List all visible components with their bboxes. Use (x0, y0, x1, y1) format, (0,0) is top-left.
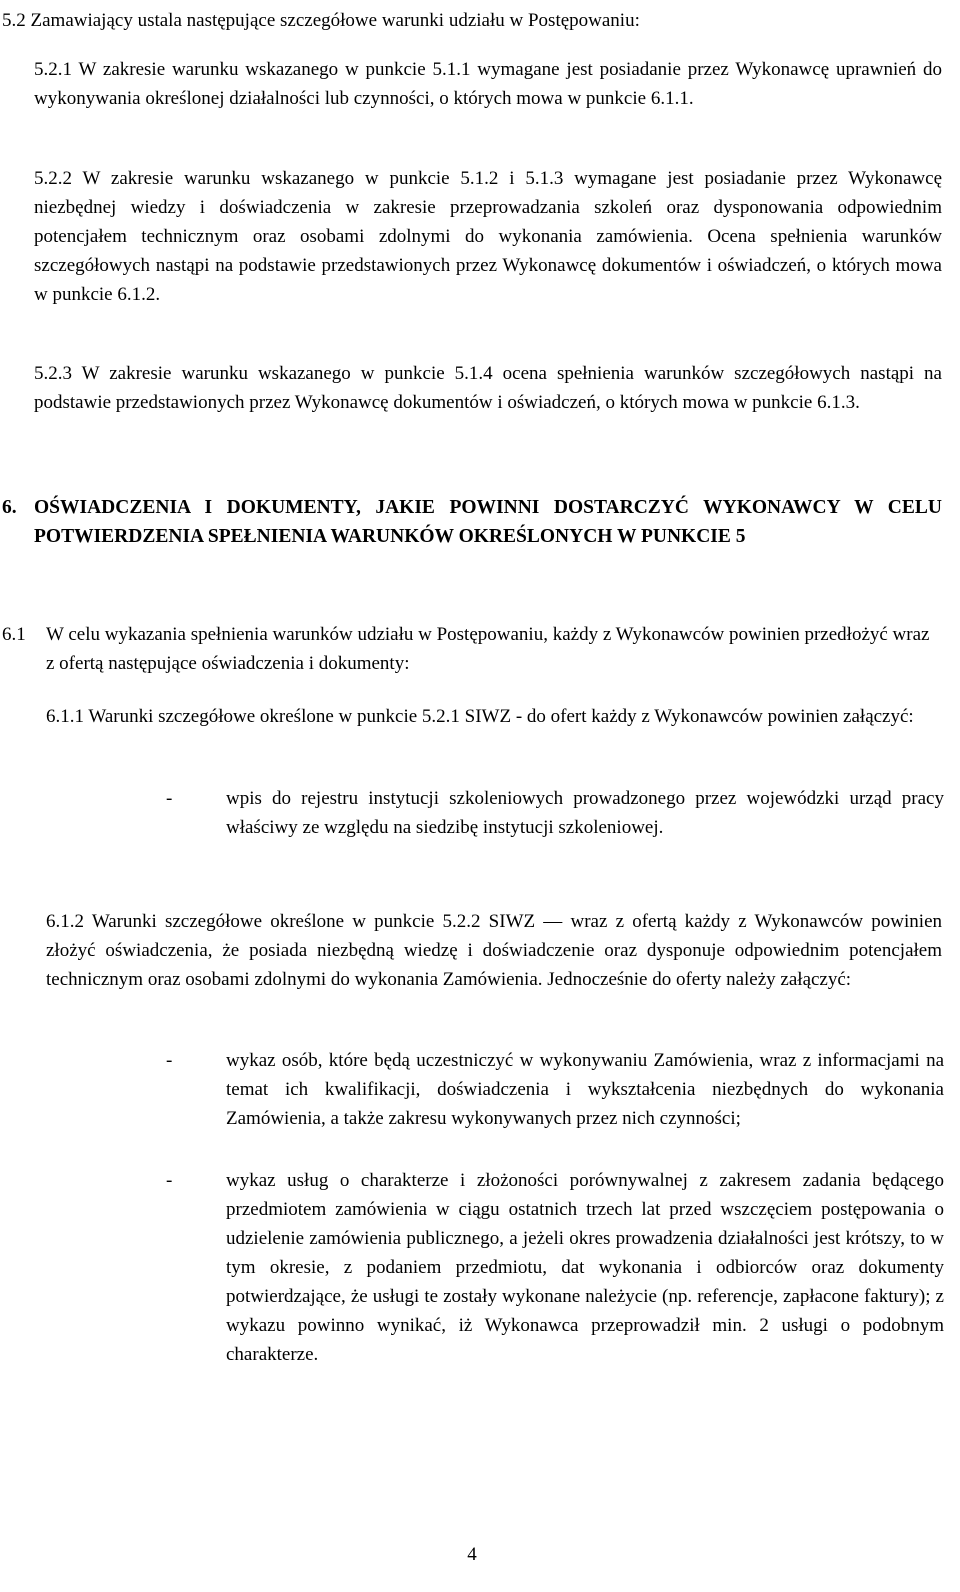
paragraph-6-1-2: 6.1.2 Warunki szczegółowe określone w punkcie 5.2.2 SIWZ — wraz z ofertą każdy z Wykonawców powinien złożyć oświadczenia, że posiada niezbędną wiedzę i doświadczenie oraz dysponuje odpowiednim potencjałem technicznym oraz osobami zdolnymi do wykonania Zamówienia. Jednocześnie do oferty należy załączyć: (46, 911, 942, 990)
list-item-text: wykaz usług o charakterze i złożoności porównywalnej z zakresem zadania będącego przedmiotem zamówienia w ciągu ostatnich trzech lat przed wszczęciem postępowania o udzielenie zamówienia publicznego, a jeżeli okres prowadzenia działalności jest krótszy, to w tym okresie, z podaniem przedmiotu, dat wykonania i odbiorców oraz dokumenty potwierdzające, że usługi te zostały wykonane należycie (np. referencje, zapłacone faktury); z wykazu powinno wynikać, iż Wykonawca przeprowadził min. 2 usługi o podobnym charakterze. (226, 1170, 944, 1365)
paragraph-5-2-3: 5.2.3 W zakresie warunku wskazanego w punkcie 5.1.4 ocena spełnienia warunków szczegółowych nastąpi na podstawie przedstawionych przez Wykonawcę dokumentów i oświadczeń, o których mowa w punkcie 6.1.3. (34, 363, 942, 413)
paragraph-6-1-1: 6.1.1 Warunki szczegółowe określone w punkcie 5.2.1 SIWZ - do ofert każdy z Wykonawców powinien załączyć: (46, 706, 914, 727)
paragraph-5-2-2: 5.2.2 W zakresie warunku wskazanego w punkcie 5.1.2 i 5.1.3 wymagane jest posiadanie przez Wykonawcę niezbędnej wiedzy i doświadczenia w zakresie przeprowadzania szkoleń oraz dysponowania odpowiednim potencjałem technicznym oraz osobami zdolnymi do wykonania zamówienia. Ocena spełnienia warunków szczegółowych nastąpi na podstawie przedstawionych przez Wykonawcę dokumentów i oświadczeń, o których mowa w punkcie 6.1.2. (34, 168, 942, 305)
list-item-text: wykaz osób, które będą uczestniczyć w wykonywaniu Zamówienia, wraz z informacjami na temat ich kwalifikacji, doświadczenia i wykształcenia niezbędnych do wykonania Zamówienia, a także zakresu wykonywanych przez nich czynności; (226, 1050, 944, 1129)
section-6-number: 6. (2, 497, 17, 518)
paragraph-5-2-1: 5.2.1 W zakresie warunku wskazanego w punkcie 5.1.1 wymagane jest posiadanie przez Wykonawcę uprawnień do wykonywania określonej działalności lub czynności, o których mowa w punkcie 6.1.1. (34, 59, 942, 109)
list-dash: - (166, 788, 173, 809)
paragraph-6-1-number: 6.1 (2, 624, 26, 645)
section-6-title: OŚWIADCZENIA I DOKUMENTY, JAKIE POWINNI DOSTARCZYĆ WYKONAWCY W CELU POTWIERDZENIA SPEŁNIENIA WARUNKÓW OKREŚLONYCH W PUNKCIE 5 (34, 497, 942, 547)
list-dash: - (166, 1050, 173, 1071)
page-number: 4 (467, 1544, 477, 1565)
paragraph-6-1-text: W celu wykazania spełnienia warunków udziału w Postępowaniu, każdy z Wykonawców powinien przedłożyć wraz z ofertą następujące oświadczenia i dokumenty: (46, 624, 930, 674)
section-5-2-intro: 5.2 Zamawiający ustala następujące szczegółowe warunki udziału w Postępowaniu: (2, 10, 640, 31)
list-dash: - (166, 1170, 173, 1191)
list-item-text: wpis do rejestru instytucji szkoleniowych prowadzonego przez wojewódzki urząd pracy właściwy ze względu na siedzibę instytucji szkoleniowej. (226, 788, 944, 838)
